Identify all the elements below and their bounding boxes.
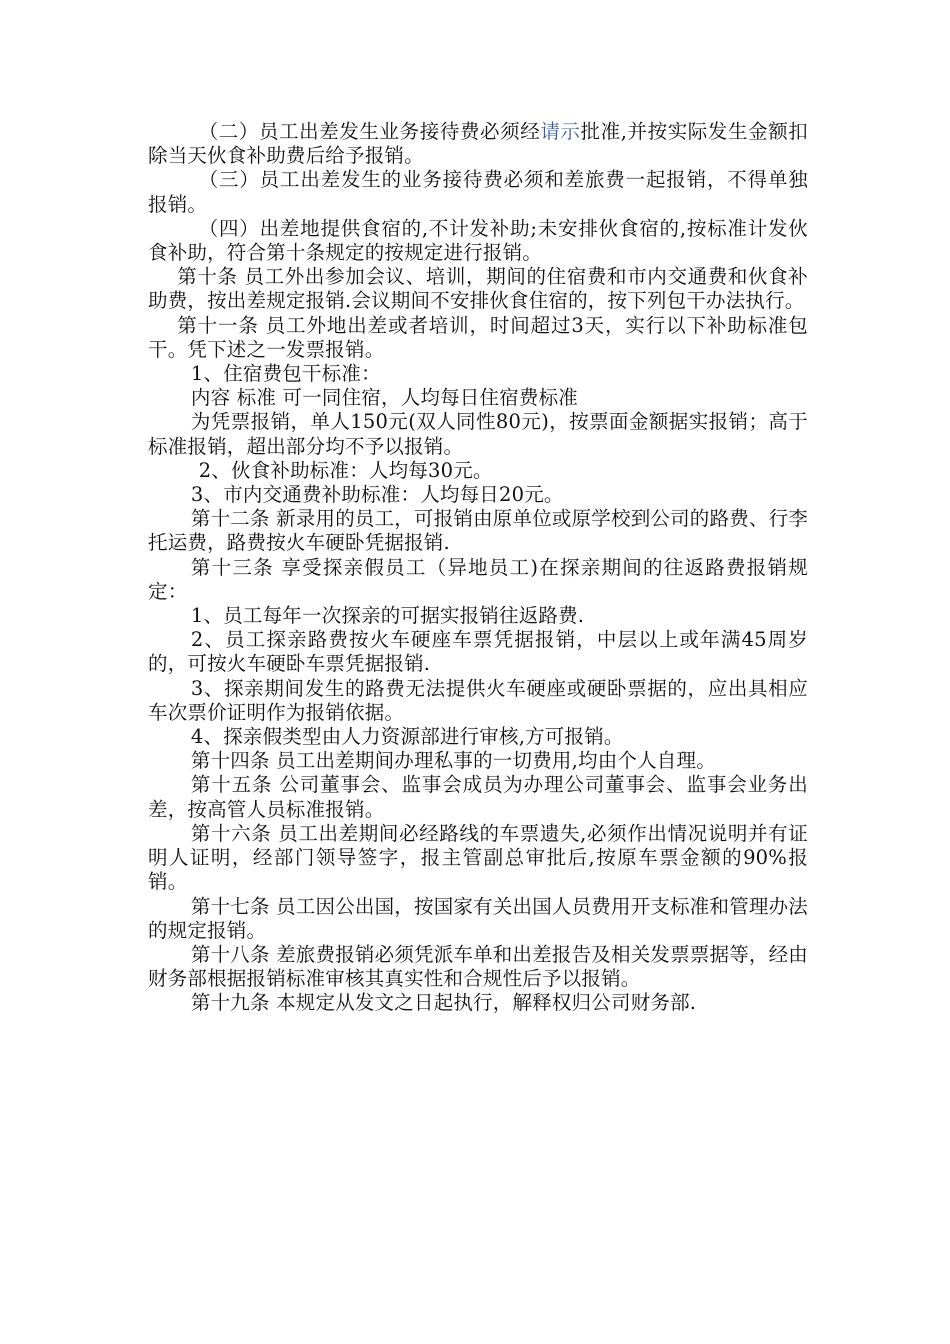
paragraph-article-16: 第十六条 员工出差期间必经路线的车票遗失,必须作出情况说明并有证明人证明，经部门领导签字，报主管副总审批后,按原车票金额的90%报销。 bbox=[148, 821, 808, 894]
paragraph-family-visit-4: 4、探亲假类型由人力资源部进行审核,方可报销。 bbox=[190, 725, 624, 749]
paragraph-article-13: 第十三条 享受探亲假员工（异地员工)在探亲期间的往返路费报销规定： bbox=[148, 555, 808, 603]
paragraph-family-visit-1: 1、员工每年一次探亲的可据实报销往返路费. bbox=[190, 604, 585, 628]
request-link[interactable]: 请示 bbox=[540, 120, 581, 143]
paragraph-article-17: 第十七条 员工因公出国，按国家有关出国人员费用开支标准和管理办法的规定报销。 bbox=[148, 894, 808, 942]
paragraph-article-14: 第十四条 员工出差期间办理私事的一切费用,均由个人自理。 bbox=[190, 749, 716, 773]
paragraph-article-10: 第十条 员工外出参加会议、培训，期间的住宿费和市内交通费和伙食补助费，按出差规定报销.会议期间不安排伙食住宿的，按下列包干办法执行。 bbox=[148, 265, 808, 313]
paragraph-meal-subsidy: 2、伙食补助标准：人均每30元。 bbox=[198, 458, 493, 482]
paragraph-article-19: 第十九条 本规定从发文之日起执行，解释权归公司财务部. bbox=[190, 991, 697, 1015]
paragraph-text: 批准,并按实际发生金额扣除当天伙食补助费后给予报销。 bbox=[148, 120, 808, 168]
paragraph-article-15: 第十五条 公司董事会、监事会成员为办理公司董事会、监事会业务出差，按高管人员标准报销。 bbox=[148, 773, 808, 821]
paragraph-article-12: 第十二条 新录用的员工，可报销由原单位或原学校到公司的路费、行李托运费，路费按火车硬卧凭据报销. bbox=[148, 507, 808, 555]
paragraph-text: （二）员工出差发生业务接待费必须经 bbox=[198, 120, 541, 143]
paragraph-meal-lodging-provided: （四）出差地提供食宿的,不计发补助;未安排伙食宿的,按标准计发伙食补助，符合第十条规定的按规定进行报销。 bbox=[148, 216, 808, 265]
paragraph-lodging-content: 内容 标准 可一同住宿，人均每日住宿费标准 bbox=[190, 386, 578, 410]
paragraph-family-visit-3: 3、探亲期间发生的路费无法提供火车硬座或硬卧票据的，应出具相应车次票价证明作为报销依据。 bbox=[148, 676, 808, 724]
paragraph-article-18: 第十八条 差旅费报销必须凭派车单和出差报告及相关发票票据等，经由财务部根据报销标准审核其真实性和合规性后予以报销。 bbox=[148, 942, 808, 991]
paragraph-business-entertainment-combined: （三）员工出差发生的业务接待费必须和差旅费一起报销，不得单独报销。 bbox=[148, 168, 808, 216]
paragraph-article-11: 第十一条 员工外地出差或者培训，时间超过3天，实行以下补助标准包干。凭下述之一发票报销。 bbox=[148, 313, 808, 361]
paragraph-lodging-standard: 1、住宿费包干标准： bbox=[190, 362, 381, 386]
paragraph-family-visit-2: 2、员工探亲路费按火车硬座车票凭据报销，中层以上或年满45周岁的，可按火车硬卧车票凭据报销. bbox=[148, 628, 808, 676]
document-body bbox=[148, 120, 808, 1016]
paragraph-lodging-voucher: 为凭票报销，单人150元(双人同性80元)，按票面金额据实报销；高于标准报销，超出部分均不予以报销。 bbox=[148, 410, 808, 458]
paragraph-business-entertainment-approval bbox=[148, 120, 808, 168]
paragraph-local-transport: 3、市内交通费补助标准：人均每日20元。 bbox=[190, 483, 564, 507]
